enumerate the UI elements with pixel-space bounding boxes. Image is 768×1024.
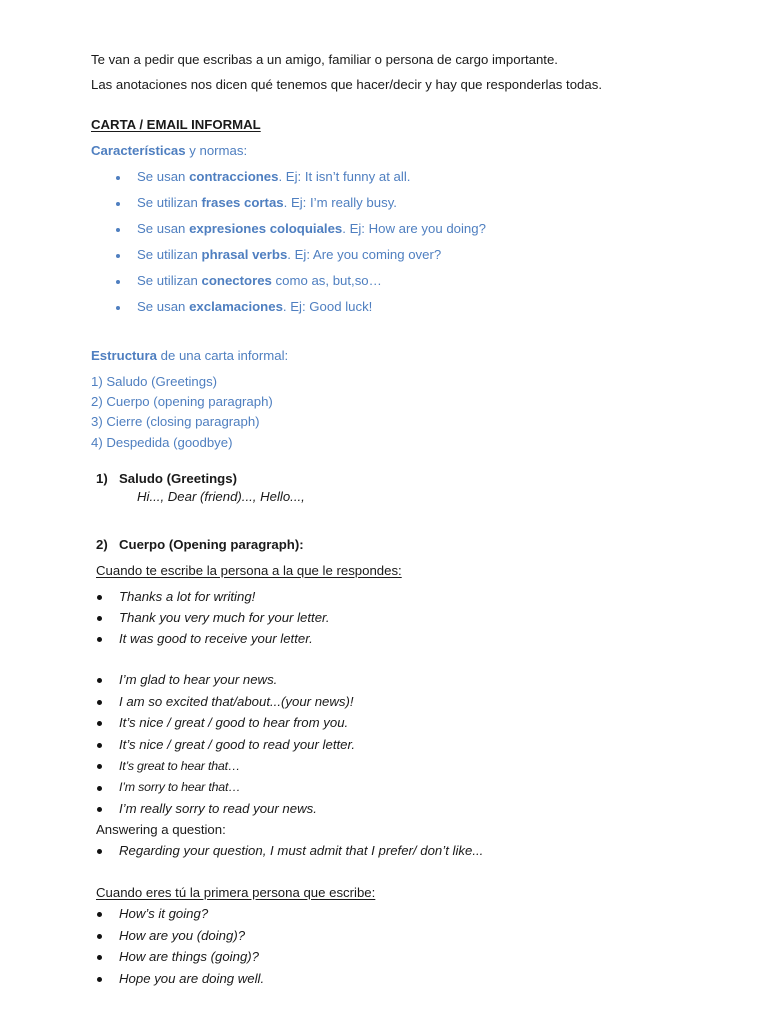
structure-item: 4) Despedida (goodbye)	[91, 435, 233, 450]
bullet-icon	[97, 595, 102, 600]
feature-item-post: . Ej: I’m really busy.	[283, 195, 397, 210]
feature-item-pre: Se utilizan	[137, 273, 202, 288]
structure-item: 1) Saludo (Greetings)	[91, 374, 218, 389]
answering-item: Regarding your question, I must admit that I prefer/ don’t like...	[119, 843, 484, 858]
phrase-item: I’m really sorry to read your news.	[119, 801, 317, 816]
feature-item-bold: expresiones coloquiales	[189, 221, 343, 236]
bullet-icon	[97, 700, 102, 705]
bullet-icon	[116, 228, 120, 232]
section-2-subheading-reply: Cuando te escribe la persona a la que le respondes:	[96, 563, 402, 578]
bullet-icon	[97, 616, 102, 621]
bullet-icon	[97, 678, 102, 683]
phrase-item: How’s it going?	[119, 906, 209, 921]
feature-item-post: . Ej: Good luck!	[282, 299, 373, 314]
phrase-item: It’s nice / great / good to read your letter.	[119, 737, 356, 752]
bullet-icon	[97, 977, 102, 982]
feature-item-bold: contracciones	[189, 169, 279, 184]
feature-item-pre: Se usan	[137, 169, 190, 184]
feature-item	[137, 272, 382, 290]
phrase-item: It’s great to hear that…	[119, 759, 241, 773]
bullet-icon	[97, 807, 102, 812]
phrase-item: It was good to receive your letter.	[119, 631, 313, 646]
section-2-title: Cuerpo (Opening paragraph):	[119, 537, 304, 552]
bullet-icon	[97, 955, 102, 960]
section-1-number: 1)	[96, 471, 108, 486]
features-title-rest: y normas:	[185, 143, 248, 158]
feature-item	[137, 246, 441, 264]
phrase-item: I am so excited that/about...(your news)!	[119, 694, 354, 709]
feature-item-pre: Se utilizan	[137, 195, 202, 210]
phrase-item: It’s nice / great / good to hear from you.	[119, 715, 349, 730]
feature-item-post: . Ej: It isn’t funny at all.	[278, 169, 411, 184]
phrase-item: Thank you very much for your letter.	[119, 610, 330, 625]
feature-item-pre: Se utilizan	[137, 247, 202, 262]
bullet-icon	[97, 743, 102, 748]
intro-line-2: Las anotaciones nos dicen qué tenemos que hacer/decir y hay que responderlas todas.	[91, 77, 602, 92]
feature-item-bold: frases cortas	[201, 195, 284, 210]
features-title	[91, 142, 247, 160]
section-2-number: 2)	[96, 537, 108, 552]
feature-item-post: . Ej: How are you doing?	[342, 221, 486, 236]
feature-item-pre: Se usan	[137, 299, 190, 314]
structure-item: 2) Cuerpo (opening paragraph)	[91, 394, 273, 409]
feature-item-bold: phrasal verbs	[201, 247, 288, 262]
phrase-item: Thanks a lot for writing!	[119, 589, 256, 604]
phrase-item: I’m sorry to hear that…	[119, 780, 241, 794]
feature-item	[137, 194, 397, 212]
features-title-bold: Características	[91, 143, 186, 158]
feature-item	[137, 298, 372, 316]
phrase-item: How are things (going)?	[119, 949, 260, 964]
bullet-icon	[97, 786, 102, 791]
phrase-item: Hope you are doing well.	[119, 971, 265, 986]
feature-item-post: . Ej: Are you coming over?	[287, 247, 442, 262]
page-heading: CARTA / EMAIL INFORMAL	[91, 117, 261, 132]
feature-item-bold: conectores	[201, 273, 272, 288]
structure-title-rest: de una carta informal:	[156, 348, 289, 363]
feature-item	[137, 168, 410, 186]
bullet-icon	[116, 202, 120, 206]
bullet-icon	[97, 764, 102, 769]
bullet-icon	[116, 306, 120, 310]
bullet-icon	[116, 280, 120, 284]
bullet-icon	[97, 721, 102, 726]
feature-item	[137, 220, 486, 238]
phrase-item: I’m glad to hear your news.	[119, 672, 278, 687]
bullet-icon	[97, 934, 102, 939]
bullet-icon	[116, 176, 120, 180]
bullet-icon	[97, 912, 102, 917]
phrase-item: How are you (doing)?	[119, 928, 246, 943]
intro-line-1: Te van a pedir que escribas a un amigo, familiar o persona de cargo importante.	[91, 52, 558, 67]
section-1-title: Saludo (Greetings)	[119, 471, 237, 486]
structure-title-bold: Estructura	[91, 348, 157, 363]
structure-title	[91, 347, 288, 365]
section-1-example: Hi..., Dear (friend)..., Hello...,	[137, 489, 305, 504]
answering-label: Answering a question:	[96, 822, 226, 837]
feature-item-bold: exclamaciones	[189, 299, 283, 314]
feature-item-post: como as, but,so…	[271, 273, 382, 288]
feature-item-pre: Se usan	[137, 221, 190, 236]
bullet-icon	[97, 637, 102, 642]
bullet-icon	[97, 849, 102, 854]
section-2-subheading-first: Cuando eres tú la primera persona que escribe:	[96, 885, 376, 900]
structure-item: 3) Cierre (closing paragraph)	[91, 414, 260, 429]
bullet-icon	[116, 254, 120, 258]
